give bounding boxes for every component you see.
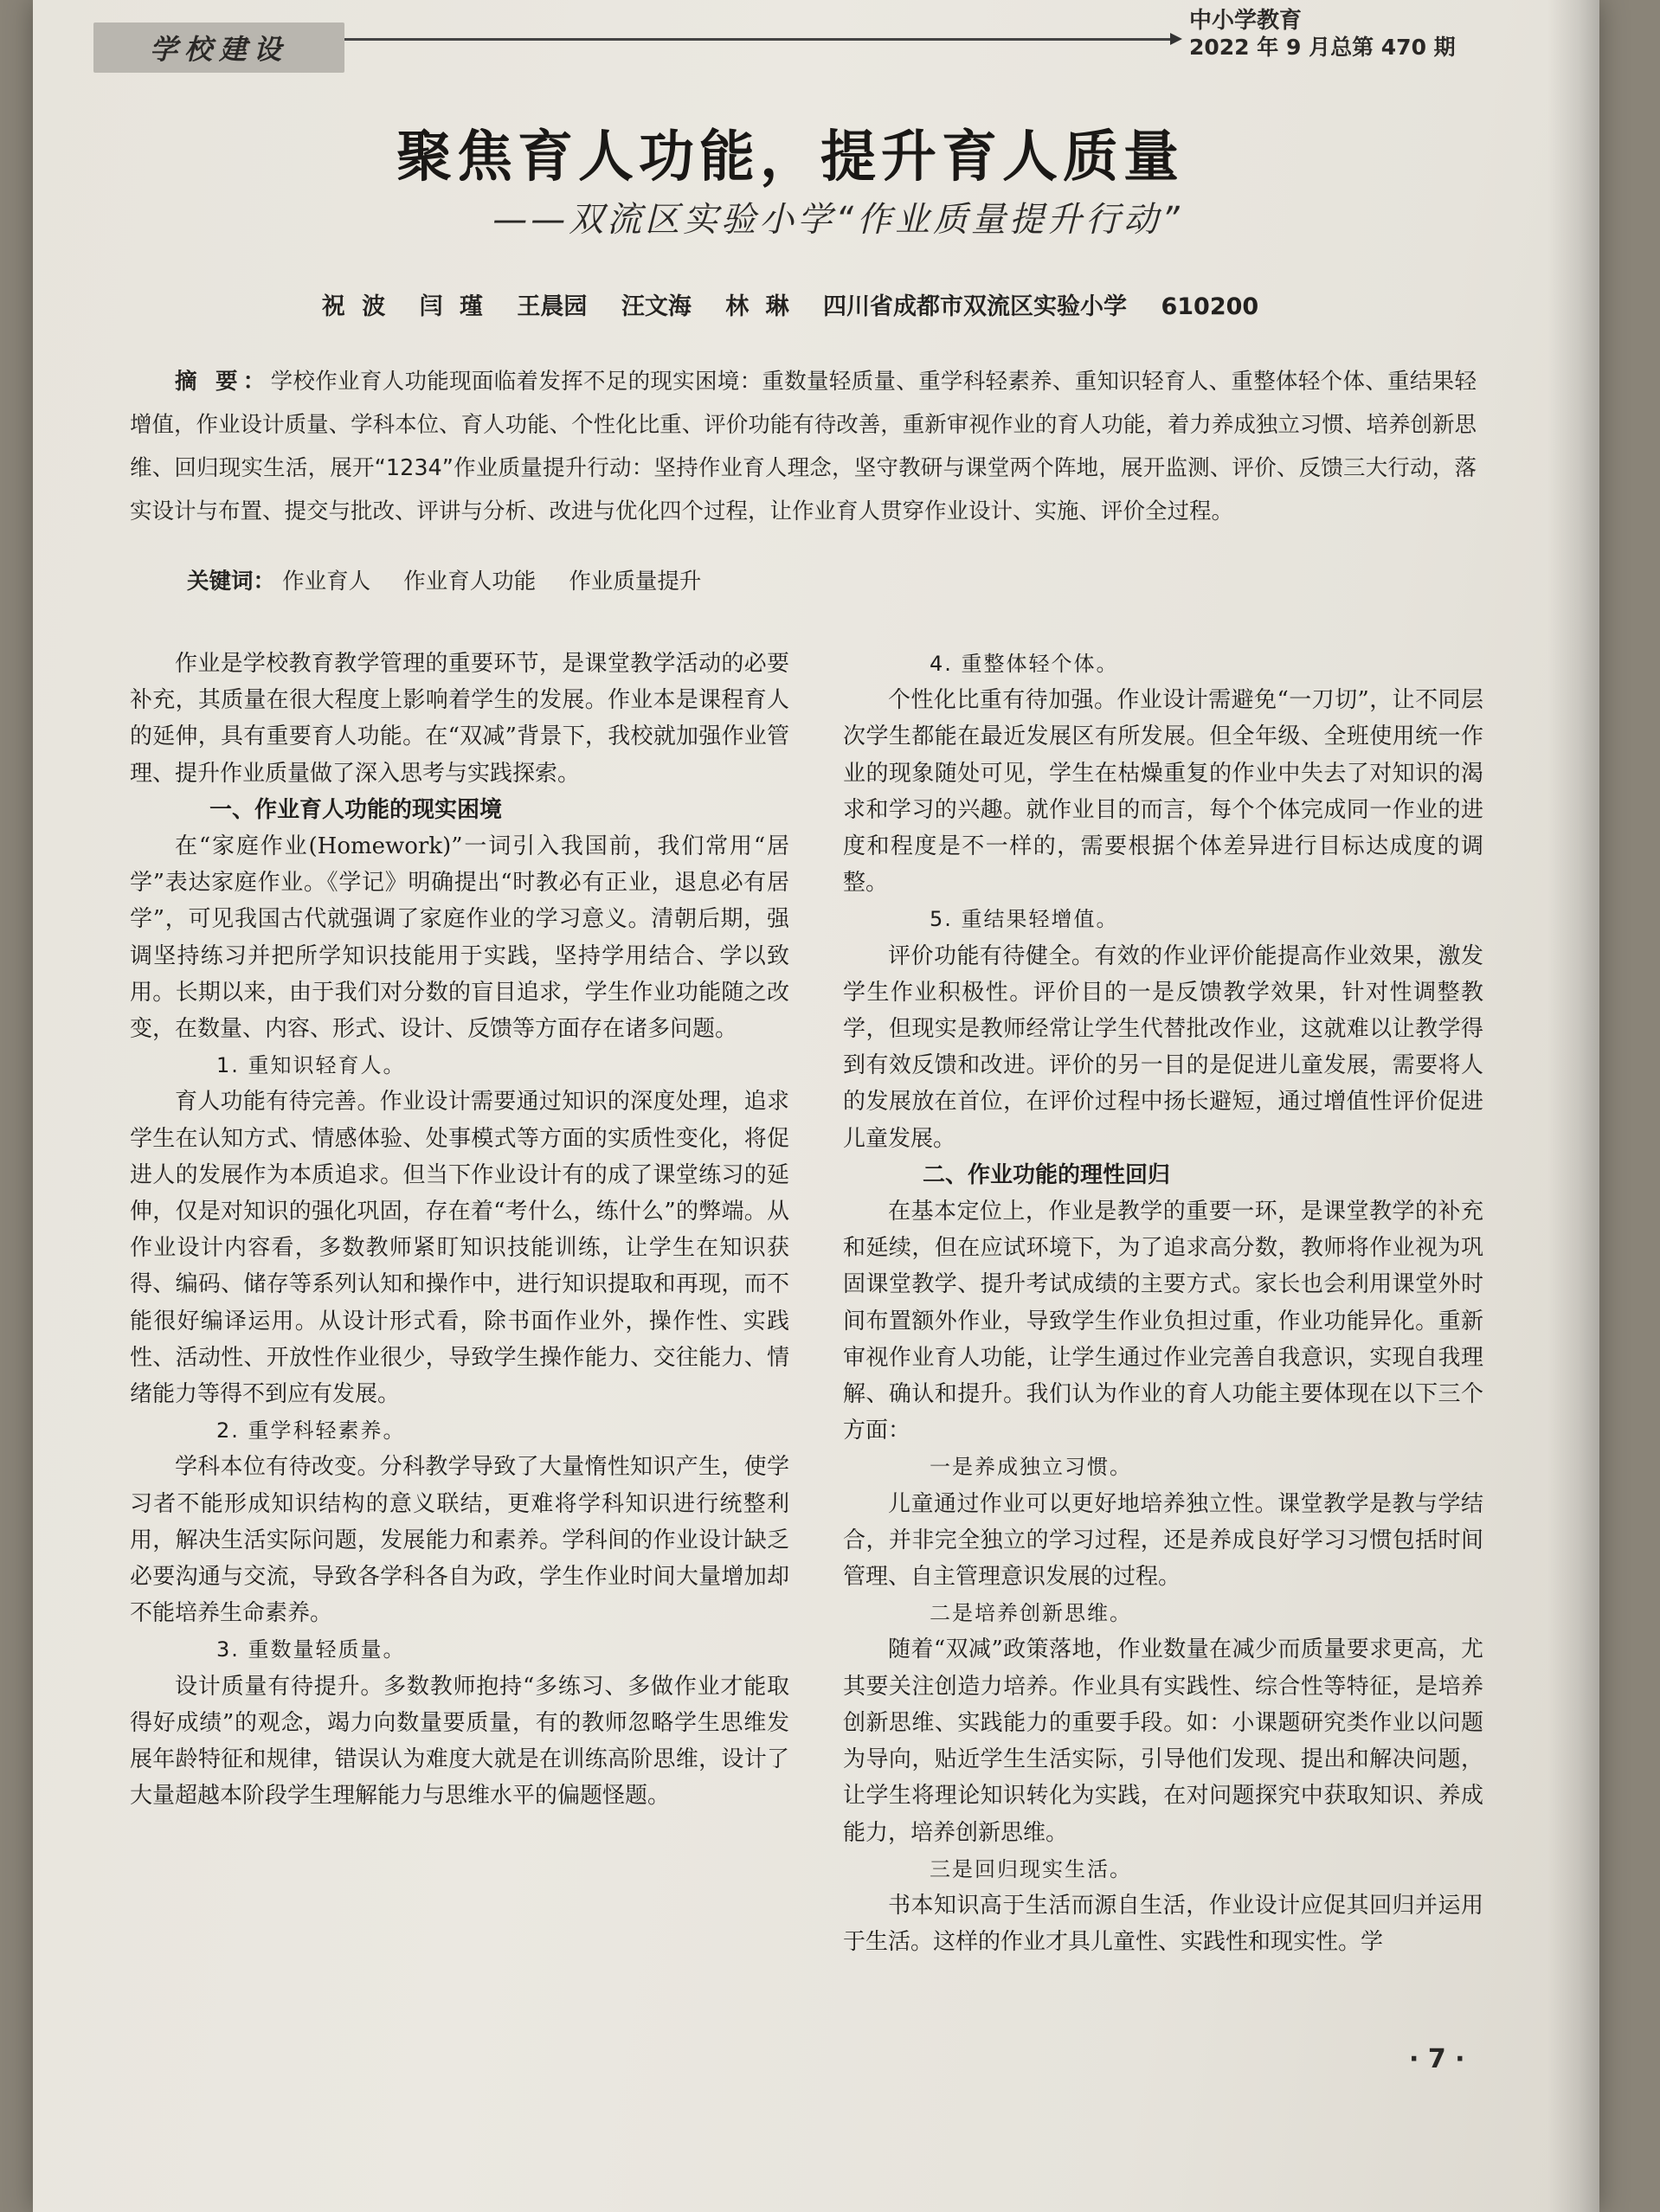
header-rule-arrow-icon (344, 38, 1175, 41)
keywords-label: 关键词： (187, 569, 276, 595)
subsection-heading: 4. 重整体轻个体。 (930, 652, 1119, 676)
body-paragraph: 设计质量有待提升。多数教师抱持“多练习、多做作业才能取得好成绩”的观念，竭力向数量要质量，有的教师忽略学生思维发展年龄特征和规律，错误认为难度大就是在训练高阶思维，设计了大量超越本阶段学生理解能力与思维水平的偏题怪题。 (130, 1673, 789, 1810)
body-paragraph: 儿童通过作业可以更好地培养独立性。课堂教学是教与学结合，并非完全独立的学习过程，还是养成良好学习习惯包括时间管理、自主管理意识发展的过程。 (843, 1490, 1483, 1591)
body-column-right (843, 646, 1483, 1960)
subsection-heading: 2. 重学科轻素养。 (216, 1418, 406, 1444)
subsection-heading: 二是培养创新思维。 (930, 1601, 1132, 1626)
article-title: 聚焦育人功能，提升育人质量 (396, 125, 1184, 190)
abstract-text: 学校作业育人功能现面临着发挥不足的现实困境：重数量轻质量、重学科轻素养、重知识轻育人、重整体轻个体、重结果轻增值，作业设计质量、学科本位、育人功能、个性化比重、评价功能有待改善，重新审视作业的育人功能，着力养成独立习惯、培养创新思维、回归现实生活，展开“1234”作业质量提升行动：坚持作业育人理念，坚守教研与课堂两个阵地，展开监测、评价、反馈三大行动，落实设计与布置、提交与批改、评讲与分析、改进与优化四个过程，让作业育人贯穿作业设计、实施、评价全过程。 (130, 369, 1477, 524)
body-paragraph: 随着“双减”政策落地，作业数量在减少而质量要求更高，尤其要关注创造力培养。作业具有实践性、综合性等特征，是培养创新思维、实践能力的重要手段。如：小课题研究类作业以问题为导向，贴近学生生活实际，引导他们发现、提出和解决问题，让学生将理论知识转化为实践，在对问题探究中获取知识、养成能力，培养创新思维。 (843, 1636, 1483, 1846)
body-paragraph: 评价功能有待健全。有效的作业评价能提高作业效果，激发学生作业积极性。评价目的一是反馈教学效果，针对性调整教学，但现实是教师经常让学生代替批改作业，这就难以让教学得到有效反馈和改进。评价的另一目的是促进儿童发展，需要将人的发展放在首位，在评价过程中扬长避短，通过增值性评价促进儿童发展。 (843, 942, 1483, 1152)
affiliation: 四川省成都市双流区实验小学 (823, 293, 1128, 320)
page-spine-shadow (1547, 0, 1599, 2212)
article-subtitle: ——双流区实验小学“作业质量提升行动” (492, 200, 1183, 240)
abstract (130, 360, 1477, 533)
subsection-heading: 3. 重数量轻质量。 (216, 1637, 406, 1662)
postcode: 610200 (1161, 293, 1259, 320)
body-paragraph: 个性化比重有待加强。作业设计需避免“一刀切”，让不同层次学生都能在最近发展区有所发展。但全年级、全班使用统一作业的现象随处可见，学生在枯燥重复的作业中失去了对知识的渴求和学习的兴趣。就作业目的而言，每个个体完成同一作业的进度和程度是不一样的，需要根据个体差异进行目标达成度的调整。 (843, 687, 1483, 897)
body-paragraph: 在基本定位上，作业是教学的重要一环，是课堂教学的补充和延续，但在应试环境下，为了追求高分数，教师将作业视为巩固课堂教学、提升考试成绩的主要方式。家长也会利用课堂外时间布置额外作业，导致学生作业负担过重，作业功能异化。重新审视作业育人功能，让学生通过作业完善自我意识，实现自我理解、确认和提升。我们认为作业的育人功能主要体现在以下三个方面： (843, 1199, 1483, 1444)
subsection-heading: 三是回归现实生活。 (930, 1856, 1132, 1881)
keywords (187, 564, 1399, 599)
keyword: 作业质量提升 (569, 569, 702, 595)
author-name: 祝 波 (321, 293, 386, 320)
body-paragraph: 学科本位有待改变。分科教学导致了大量惰性知识产生，使学习者不能形成知识结构的意义联结，更难将学科知识进行统整利用，解决生活实际问题，发展能力和素养。学科间的作业设计缺乏必要沟通与交流，导致各学科各自为政，学生作业时间大量增加却不能培养生命素养。 (130, 1454, 789, 1627)
subsection-heading: 1. 重知识轻育人。 (216, 1053, 406, 1078)
journal-issue: 2022 年 9 月总第 470 期 (1189, 35, 1456, 60)
body-paragraph: 书本知识高于生活而源自生活，作业设计应促其回归并运用于生活。这样的作业才具儿童性、实践性和现实性。学 (843, 1892, 1483, 1956)
author-name: 汪文海 (621, 293, 692, 320)
author-name: 王晨园 (517, 293, 588, 320)
section-heading: 二、作业功能的理性回归 (923, 1161, 1171, 1188)
subsection-heading: 一是养成独立习惯。 (930, 1455, 1132, 1480)
author-line (85, 287, 1496, 321)
body-column-left (130, 646, 789, 1815)
journal-page (33, 0, 1599, 2212)
page-number: · 7 · (1409, 2044, 1465, 2074)
journal-info (1189, 7, 1501, 61)
body-paragraph: 作业是学校教育教学管理的重要环节，是课堂教学活动的必要补充，其质量在很大程度上影响着学生的发展。作业本是课程育人的延伸，具有重要育人功能。在“双减”背景下，我校就加强作业管理、提升作业质量做了深入思考与实践探索。 (130, 651, 789, 787)
abstract-label: 摘 要： (175, 369, 271, 395)
author-name: 林 琳 (725, 293, 789, 320)
keyword: 作业育人 (282, 569, 371, 595)
section-heading: 一、作业育人功能的现实困境 (209, 796, 503, 823)
subsection-heading: 5. 重结果轻增值。 (930, 907, 1119, 932)
body-paragraph: 育人功能有待完善。作业设计需要通过知识的深度处理，追求学生在认知方式、情感体验、处事模式等方面的实质性变化，将促进人的发展作为本质追求。但当下作业设计有的成了课堂练习的延伸，仅是对知识的强化巩固，存在着“考什么，练什么”的弊端。从作业设计内容看，多数教师紧盯知识技能训练，让学生在知识获得、编码、储存等系列认知和操作中，进行知识提取和再现，而不能很好编译运用。从设计形式看，除书面作业外，操作性、实践性、活动性、开放性作业很少，导致学生操作能力、交往能力、情绪能力等得不到应有发展。 (130, 1089, 789, 1408)
section-tag: 学校建设 (93, 23, 344, 73)
body-paragraph: 在“家庭作业(Homework)”一词引入我国前，我们常用“居学”表达家庭作业。《学记》明确提出“时教必有正业，退息必有居学”，可见我国古代就强调了家庭作业的学习意义。清朝后期，强调坚持练习并把所学知识技能用于实践，坚持学用结合、学以致用。长期以来，由于我们对分数的盲目追求，学生作业功能随之改变，在数量、内容、形式、设计、反馈等方面存在诸多问题。 (130, 833, 789, 1043)
journal-name: 中小学教育 (1189, 8, 1303, 34)
keyword: 作业育人功能 (403, 569, 537, 595)
author-name: 闫 瑾 (419, 293, 484, 320)
